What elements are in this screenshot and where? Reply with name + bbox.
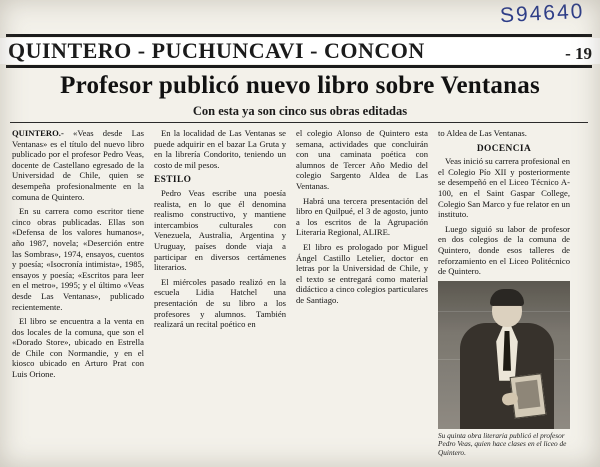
paragraph: En la localidad de Las Ventanas se puede adquirir en el bazar La Gruta y en la librería Condorito, teniendo un costo de mil pesos. <box>154 128 286 170</box>
section-heading-docencia: DOCENCIA <box>476 143 532 154</box>
paragraph: El miércoles pasado realizó en la escuela Lidia Hatchel una presentación de su libro a los profesores y alumnos. También realizará un recital poético en <box>154 276 286 330</box>
paragraph-text: «Veas desde Las Ventanas» es el título del nuevo libro publicado por el profesor Pedro Veas, docente de Castellano egresado de la Universidad de Chile, quien se desempeña profesionalmente en la comuna de Quintero. <box>12 128 144 202</box>
article-column-4 <box>438 128 570 460</box>
masthead-rule-bottom <box>6 65 592 68</box>
article-column-3 <box>296 128 428 460</box>
photo-subject-hair <box>490 289 524 306</box>
paragraph: El libro es prologado por Miguel Ángel Castillo Letelier, doctor en letras por la Universidad de Chile, y el texto se entregará como material didáctico a cinco colegios particulares de Santiago. <box>296 241 428 305</box>
dateline-label: QUINTERO.- <box>12 128 64 138</box>
paragraph <box>12 128 144 202</box>
headline-divider <box>10 122 588 123</box>
paragraph: Luego siguió su labor de profesor en dos colegios de la comuna de Quintero, donde esos talleres de reforzamiento en el Liceo Politécnico de Quintero. <box>438 223 570 277</box>
portrait-photo <box>438 281 570 429</box>
paragraph: El libro se encuentra a la venta en dos locales de la comuna, que son el «Dorado Store», ubicado en Estrella de Chile con Normandie, y en el kiosco ubicado en Arturo Prat con Luis Orione. <box>12 316 144 380</box>
masthead-rule-top <box>6 34 592 37</box>
article-column-2 <box>154 128 286 460</box>
section-heading-estilo: ESTILO <box>154 175 192 186</box>
photo-book-cover <box>515 379 540 408</box>
masthead-page-number: - 19 <box>565 44 592 63</box>
article-subhead: Con esta ya son cinco sus obras editadas <box>192 104 408 118</box>
paragraph: Veas inició su carrera profesional en el Colegio Pío XII y posteriormente se desempeñó en el Liceo Técnico A-100, en el Saint Gaspar College, Colegio San Marco y fue relator en un instituto. <box>438 156 570 220</box>
article-body-columns <box>12 128 588 460</box>
paragraph: to Aldea de Las Ventanas. <box>438 128 527 138</box>
paragraph: el colegio Alonso de Quintero esta semana, actividades que concluirán con una caminata poética con alumnos de Tercer Año Medio del colegio Sargento Aldea de Las Ventanas. <box>296 128 428 191</box>
paragraph: En su carrera como escritor tiene cinco obras publicadas. Ellas son «Defensa de los valores humanos», año 1987, novela; «Deserción entre las Sombras», 1974, ensayos, cuentos y poesía; «Isocronía intimista», 1985, ensayos y poesía; «Escritos para leer en el metro», 1995; y el último «Veas desde Las Ventanas», publicado recientemente. <box>12 206 144 312</box>
article-column-1 <box>12 128 144 460</box>
paragraph: Pedro Veas escribe una poesía realista, en lo que él denomina realismo constructivo, y mantiene intercambios culturales con Venezuela, Australia, Argentina y Uruguay, países donde viaja a participar en diversos certámenes literarios. <box>154 187 286 273</box>
archive-number: S94640 <box>499 0 585 28</box>
article-headline: Profesor publicó nuevo libro sobre Ventanas <box>60 72 540 99</box>
paragraph: Habrá una tercera presentación del libro en Quilpué, el 3 de agosto, junto a los escritos de la Agrupación Literaria Regional, ALIRE. <box>296 195 428 238</box>
masthead <box>8 38 592 64</box>
photo-caption: Su quinta obra literaria publicó el profesor Pedro Veas, quien hace clases en el liceo de Quintero. <box>438 430 567 457</box>
masthead-title: QUINTERO - PUCHUNCAVI - CONCON <box>8 38 425 63</box>
photo-subject-glasses <box>494 305 520 313</box>
article-photo-block <box>438 281 570 458</box>
